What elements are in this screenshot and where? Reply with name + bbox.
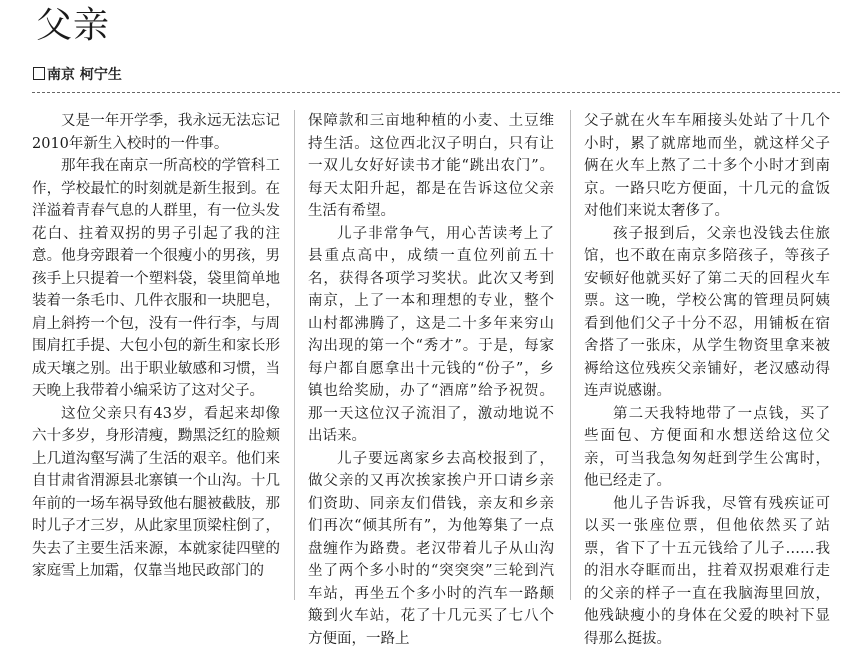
paragraph: 又是一年开学季，我永远无法忘记2010年新生入校时的一件事。 [32,110,280,155]
paragraph: 孩子报到后，父亲也没钱去住旅馆，也不敢在南京多陪孩子，等孩子安顿好他就买好了第二天的回程火车票。这一晚，学校公寓的管理员阿姨看到他们父子十分不忍，用铺板在宿舍搭了一张床，从学生物资里拿来被褥给这位残疾父亲铺好，老汉感动得连声说感谢。 [584,223,830,403]
text-column-2 [308,110,554,650]
article-title: 父亲 [36,2,110,50]
paragraph: 保障款和三亩地种植的小麦、土豆维持生活。这位西北汉子明白，只有让一双儿女好好读书才能“跳出农门”。每天太阳升起，都是在告诉这位父亲生活有希望。 [308,110,554,223]
text-column-1 [32,110,280,583]
column-separator [294,110,295,600]
author-name: 南京 柯宁生 [47,67,122,83]
paragraph: 第二天我特地带了一点钱，买了些面包、方便面和水想送给这位父亲，可当我急匆匆赶到学生公寓时，他已经走了。 [584,403,830,493]
column-separator [570,110,571,600]
paragraph: 他儿子告诉我，尽管有残疾证可以买一张座位票，但他依然买了站票，省下了十五元钱给了儿子……我的泪水夺眶而出，拄着双拐艰难行走的父亲的样子一直在我脑海里回放，他残缺瘦小的身体在父爱的映衬下显得那么挺拔。 [584,493,830,650]
byline [33,66,122,84]
paragraph: 儿子要远离家乡去高校报到了，做父亲的又再次挨家挨户开口请乡亲们资助、同亲友们借钱，亲友和乡亲们再次“倾其所有”，为他筹集了一点盘缠作为路费。老汉带着儿子从山沟坐了两个多小时的“突突突”三轮到汽车站，再坐五个多小时的汽车一路颠簸到火车站，花了十几元买了七八个方便面，一路上 [308,448,554,650]
text-column-3 [584,110,830,650]
paragraph: 那年我在南京一所高校的学管科工作，学校最忙的时刻就是新生报到。在洋溢着青春气息的人群里，有一位头发花白、拄着双拐的男子引起了我的注意。他身旁跟着一个很瘦小的男孩，男孩手上只提着一个塑料袋，袋里简单地装着一条毛巾、几件衣服和一块肥皂，肩上斜挎一个包，没有一件行李，与周围肩扛手提、大包小包的新生和家长形成天壤之别。出于职业敏感和习惯，当天晚上我带着小编采访了这对父子。 [32,155,280,403]
paragraph: 儿子非常争气，用心苦读考上了县重点高中，成绩一直位列前五十名，获得各项学习奖状。此次又考到南京，上了一本和理想的专业，整个山村都沸腾了，这是二十多年来穷山沟出现的第一个“秀才”。于是，每家每户都自愿拿出十元钱的“份子”，乡镇也给奖励，办了“酒席”给予祝贺。那一天这位汉子流泪了，激动地说不出话来。 [308,223,554,448]
byline-box-mark [33,67,45,80]
paragraph: 这位父亲只有43岁，看起来却像六十多岁，身形清瘦，黝黑泛红的脸颊上几道沟壑写满了生活的艰辛。他们来自甘肃省渭源县北寨镇一个山沟。十几年前的一场车祸导致他右腿被截肢，那时儿子才三岁，从此家里顶梁柱倒了，失去了主要生活来源，本就家徒四壁的家庭雪上加霜，仅靠当地民政部门的 [32,403,280,583]
paragraph: 父子就在火车车厢接头处站了十几个小时，累了就席地而坐，就这样父子俩在火车上熬了二十多个小时才到南京。一路只吃方便面，十几元的盒饭对他们来说太奢侈了。 [584,110,830,223]
dashed-divider [32,92,840,93]
